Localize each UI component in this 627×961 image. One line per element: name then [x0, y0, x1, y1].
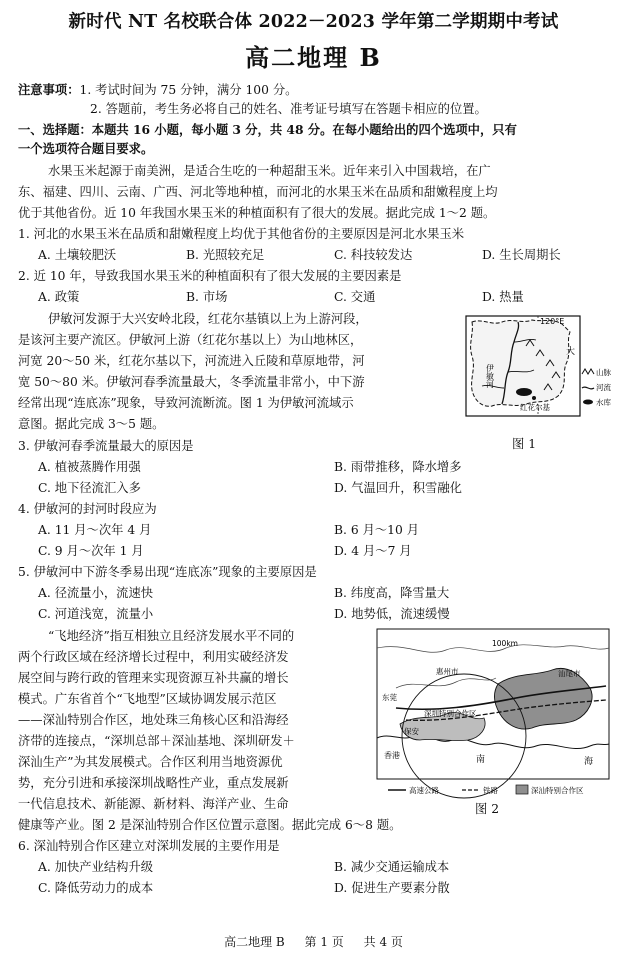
- passage3-line-4: 模式。广东省首个“飞地型”区域协调发展示范区: [18, 692, 277, 706]
- passage3-line-6: 济带的连接点，“深圳总部＋深汕基地、深圳研发＋: [18, 734, 295, 748]
- q5-option-c[interactable]: C. 河道浅宽，流量小: [38, 607, 154, 621]
- figure2-label-baoan: 保安: [404, 727, 419, 736]
- legend-river: 河流: [596, 383, 611, 392]
- passage3-line-5: ——深汕特别合作区，地处珠三角核心区和沿海经: [18, 713, 289, 727]
- q4-option-d[interactable]: D. 4 月～7 月: [334, 544, 412, 558]
- legend-reservoir-icon: [583, 400, 593, 405]
- q2-option-b[interactable]: B. 市场: [186, 290, 228, 304]
- passage1-line-2: 东、福建、四川、云南、广西、河北等地种植，而河北的水果玉米在品质和甜嫩程度上均: [18, 185, 498, 199]
- figure1: [462, 312, 612, 454]
- q3-option-b[interactable]: B. 雨带推移，降水增多: [334, 460, 462, 474]
- passage3-line-8: 势，充分引进和承接深圳战略性产业，重点发展新: [18, 776, 289, 790]
- notice-item-1: 1. 考试时间为 75 分钟，满分 100 分。: [79, 83, 298, 97]
- q3-option-d[interactable]: D. 气温回升，积雪融化: [334, 481, 462, 495]
- footer-page: 第 1 页: [304, 935, 344, 949]
- passage2-line-4: 宽 50～80 米。伊敏河春季流量最大，冬季流量非常小，中下游: [18, 375, 365, 389]
- passage3-line-1: “飞地经济”指互相独立且经济发展水平不同的: [48, 629, 295, 643]
- legend-river-icon: [582, 387, 594, 389]
- figure2-label-huizhou: 惠州市: [436, 667, 459, 676]
- q6-option-a[interactable]: A. 加快产业结构升级: [38, 860, 154, 874]
- section1-line-1: 一、选择题：本题共 16 小题，每小题 3 分，共 48 分。在每小题给出的四个选项中，只有: [18, 122, 517, 137]
- figure1-map: [462, 312, 612, 454]
- figure2-label-hk: 香港: [384, 751, 400, 760]
- q6-option-d[interactable]: D. 促进生产要素分散: [334, 881, 450, 895]
- legend-mountain: 山脉: [596, 368, 611, 377]
- passage3-line-9: 一代信息技术、新能源、新材料、海洋产业、生命: [18, 797, 289, 811]
- q6-stem: 6. 深汕特别合作区建立对深圳发展的主要作用是: [18, 839, 280, 853]
- passage3-line-3: 展空间与跨行政的管理来实现资源互补共赢的增长: [18, 671, 289, 685]
- q1-option-a[interactable]: A. 土壤较肥沃: [38, 248, 117, 262]
- q3-stem: 3. 伊敏河春季流量最大的原因是: [18, 439, 194, 453]
- figure2-label-sea: 海: [584, 757, 594, 767]
- page-footer: [0, 936, 627, 948]
- passage1-line-3: 优于其他省份。近 10 年我国水果玉米的种植面积有了很大的发展。据此完成 1～2 题。: [18, 206, 496, 220]
- q5-option-d[interactable]: D. 地势低，流速缓慢: [334, 607, 450, 621]
- legend-zone-icon: [516, 785, 528, 794]
- passage3-line-2: 两个行政区域在经济增长过程中，利用实破经济发: [18, 650, 289, 664]
- figure2-label-dongguan: 东莞: [382, 693, 397, 702]
- figure1-caption: 图 1: [512, 437, 537, 451]
- q5-option-a[interactable]: A. 径流量小，流速快: [38, 586, 154, 600]
- figure1-town-label: 红花尔基: [520, 403, 550, 412]
- figure1-side-label: 大: [566, 347, 576, 357]
- notice-item-2: 2. 答题前，考生务必将自己的姓名、准考证号填写在答题卡相应的位置。: [90, 102, 487, 116]
- figure2: [376, 628, 610, 804]
- q1-option-c[interactable]: C. 科技较发达: [334, 248, 413, 262]
- figure2-label-shenzhen: 深圳特别合作区: [424, 709, 477, 718]
- q4-option-b[interactable]: B. 6 月～10 月: [334, 523, 420, 537]
- passage2-line-6: 意图。据此完成 3～5 题。: [18, 417, 165, 431]
- q1-option-d[interactable]: D. 生长周期长: [482, 248, 561, 262]
- footer-subject: 高二地理 B: [224, 935, 285, 949]
- q2-option-a[interactable]: A. 政策: [38, 290, 80, 304]
- q6-option-b[interactable]: B. 减少交通运输成本: [334, 860, 450, 874]
- figure2-label-shanwei: 汕尾市: [558, 669, 581, 678]
- figure1-town-dot: [532, 396, 536, 400]
- q4-option-c[interactable]: C. 9 月～次年 1 月: [38, 544, 144, 558]
- passage1-line-1: 水果玉米起源于南美洲，是适合生吃的一种超甜玉米。近年来引入中国栽培，在广: [48, 164, 491, 178]
- q4-stem: 4. 伊敏河的封河时段应为: [18, 502, 157, 516]
- q4-option-a[interactable]: A. 11 月～次年 4 月: [38, 523, 152, 537]
- legend-railway: 铁路: [483, 786, 498, 795]
- passage2-line-1: 伊敏河发源于大兴安岭北段，红花尔基镇以上为上游河段，: [48, 312, 368, 326]
- legend-mountain-icon: [582, 369, 594, 374]
- footer-total: 共 4 页: [363, 935, 403, 949]
- passage3-line-10: 健康等产业。图 2 是深汕特别合作区位置示意图。据此完成 6～8 题。: [18, 818, 402, 832]
- figure1-river-label: 伊敏河: [485, 364, 495, 388]
- q3-option-c[interactable]: C. 地下径流汇入多: [38, 481, 141, 495]
- q2-option-d[interactable]: D. 热量: [482, 290, 524, 304]
- figure1-lon-label: 120°E: [540, 317, 565, 326]
- figure2-radius-label: 100km: [492, 639, 518, 648]
- q5-option-b[interactable]: B. 纬度高，降雪量大: [334, 586, 450, 600]
- exam-title: 新时代 NT 名校联合体 2022－2023 学年第二学期期中考试: [68, 12, 559, 32]
- figure2-map: [376, 628, 610, 804]
- q2-stem: 2. 近 10 年，导致我国水果玉米的种植面积有了很大发展的主要因素是: [18, 269, 402, 283]
- passage2-line-2: 是该河主要产流区。伊敏河上游（红花尔基以上）为山地林区，: [18, 333, 363, 347]
- passage2-line-5: 经常出现“连底冻”现象，导致河流断流。图 1 为伊敏河流域示: [18, 396, 354, 410]
- q6-option-c[interactable]: C. 降低劳动力的成本: [38, 881, 154, 895]
- q3-option-a[interactable]: A. 植被蒸腾作用强: [38, 460, 141, 474]
- notice-label: 注意事项：: [18, 82, 80, 97]
- q5-stem: 5. 伊敏河中下游冬季易出现“连底冻”现象的主要原因是: [18, 565, 317, 579]
- figure1-reservoir: [516, 388, 532, 396]
- exam-subtitle: 高二地理 B: [245, 43, 382, 72]
- passage3-line-7: 深汕生产”为其发展模式。合作区利用当地资源优: [18, 755, 283, 769]
- legend-reservoir: 水库: [596, 398, 611, 407]
- legend-zone: 深汕特别合作区: [531, 786, 584, 795]
- notice-line-1: [18, 84, 609, 96]
- q1-option-b[interactable]: B. 光照较充足: [186, 248, 265, 262]
- legend-highway: 高速公路: [409, 786, 439, 795]
- q2-option-c[interactable]: C. 交通: [334, 290, 376, 304]
- q1-stem: 1. 河北的水果玉米在品质和甜嫩程度上均优于其他省份的主要原因是河北水果玉米: [18, 227, 465, 241]
- passage2-line-3: 河宽 20～50 米，红花尔基以下，河流进入丘陵和草原地带，河: [18, 354, 365, 368]
- section1-line-2: 一个选项符合题目要求。: [18, 141, 154, 156]
- figure2-caption: 图 2: [475, 802, 500, 816]
- figure2-label-nan: 南: [476, 755, 486, 765]
